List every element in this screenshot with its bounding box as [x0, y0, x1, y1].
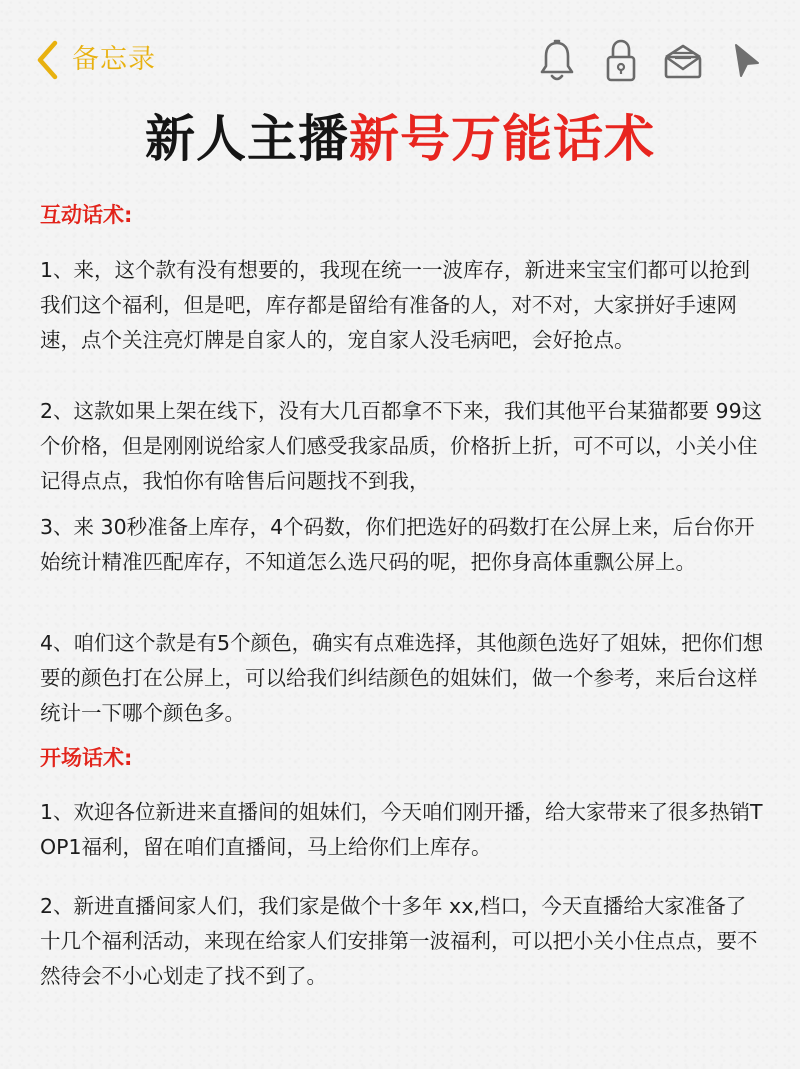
memo-toolbar — [0, 0, 800, 120]
title-part-black: 新人主播 — [145, 110, 349, 168]
back-label: 备忘录 — [72, 44, 156, 75]
cursor-button[interactable] — [722, 38, 768, 84]
interaction-paragraph-2: 2、这款如果上架在线下，没有大几百都拿不下来，我们其他平台某猫都要 99这个价格，但是刚刚说给家人们感受我家品质，价格折上折，可不可以，小关小住记得点点，我怕你有啥售后问题找不到我， — [40, 399, 763, 493]
interaction-paragraph-3: 3、来 30秒准备上库存，4个码数，你们把选好的码数打在公屏上来，后台你开始统计精准匹配库存，不知道怎么选尺码的呢，把你身高体重飘公屏上。 — [40, 515, 755, 574]
mail-button[interactable] — [660, 38, 706, 84]
opening-paragraph-1: 1、欢迎各位新进来直播间的姐妹们，今天咱们刚开播，给大家带来了很多热销TOP1福利，留在咱们直播间，马上给你们上库存。 — [40, 800, 763, 859]
chevron-left-icon — [36, 40, 58, 80]
section-heading-interaction: 互动话术: — [40, 203, 133, 227]
bell-button[interactable] — [534, 38, 580, 84]
interaction-paragraph-4: 4、咱们这个款是有5个颜色，确实有点难选择，其他颜色选好了姐妹，把你们想要的颜色打在公屏上，可以给我们纠结颜色的姐妹们，做一个参考，来后台这样统计一下哪个颜色多。 — [40, 631, 764, 725]
cursor-icon — [728, 41, 762, 81]
title-part-red: 新号万能话术 — [349, 110, 655, 168]
page-title — [0, 106, 800, 172]
opening-paragraph-2: 2、新进直播间家人们，我们家是做个十多年 xx,档口，今天直播给大家准备了十几个福利活动，来现在给家人们安排第一波福利，可以把小关小住点点，要不然待会不小心划走了找不到了。 — [40, 894, 758, 988]
back-button[interactable] — [36, 38, 156, 82]
lock-icon — [604, 38, 638, 84]
lock-button[interactable] — [598, 38, 644, 84]
section-heading-opening: 开场话术: — [40, 746, 133, 770]
mail-icon — [663, 41, 703, 81]
interaction-paragraph-1: 1、来，这个款有没有想要的，我现在统一一波库存，新进来宝宝们都可以抢到我们这个福利，但是吧，库存都是留给有准备的人，对不对，大家拼好手速网速，点个关注亮灯牌是自家人的，宠自家人没毛病吧，会好抢点。 — [40, 258, 751, 352]
bell-icon — [538, 39, 576, 83]
